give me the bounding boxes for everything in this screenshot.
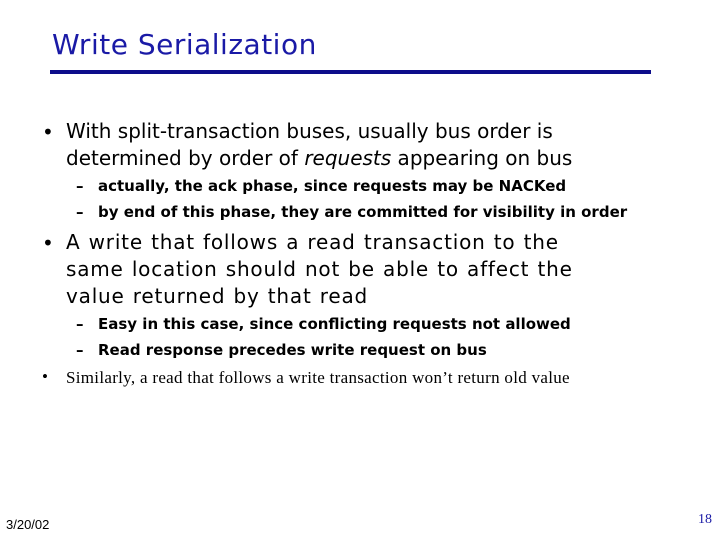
sub-bullet-1-2-text: by end of this phase, they are committed for visibility in order — [98, 203, 628, 221]
bullet-1-text — [66, 118, 676, 172]
bullet-1-emphasis: requests — [304, 146, 392, 170]
dash-marker: – — [76, 177, 84, 195]
sub-bullet-1-2 — [76, 202, 627, 222]
dash-marker: – — [76, 315, 84, 333]
bullet-1-line-2-post: appearing on bus — [391, 146, 573, 170]
footer-date: 3/20/02 — [6, 517, 50, 532]
slide-title: Write Serialization — [52, 28, 317, 61]
bullet-3-text: Similarly, a read that follows a write transaction won’t return old value — [66, 368, 570, 387]
sub-bullet-2-1 — [76, 314, 571, 334]
sub-bullet-2-2-text: Read response precedes write request on bus — [98, 341, 487, 359]
sub-bullet-1-1-text: actually, the ack phase, since requests may be NACKed — [98, 177, 567, 195]
bullet-marker: • — [42, 367, 48, 386]
dash-marker: – — [76, 341, 84, 359]
bullet-1-line-2-pre: determined by order of — [66, 146, 305, 170]
bullet-marker: • — [42, 231, 54, 255]
page-number: 18 — [698, 512, 712, 527]
sub-bullet-2-1-text: Easy in this case, since conflicting requests not allowed — [98, 315, 571, 333]
dash-marker: – — [76, 203, 84, 221]
sub-bullet-1-1 — [76, 176, 566, 196]
sub-bullet-2-2 — [76, 340, 487, 360]
bullet-1-line-1: With split-transaction buses, usually bus order is — [66, 119, 553, 143]
title-underline — [50, 70, 651, 74]
bullet-2-line-2: same location should not be able to affect the — [66, 257, 573, 281]
bullet-marker: • — [42, 120, 54, 144]
bullet-1-line-2 — [66, 145, 676, 172]
bullet-2-line-1: A write that follows a read transaction to the — [66, 230, 559, 254]
bullet-2-line-3: value returned by that read — [66, 284, 368, 308]
bullet-2-text — [66, 229, 676, 310]
